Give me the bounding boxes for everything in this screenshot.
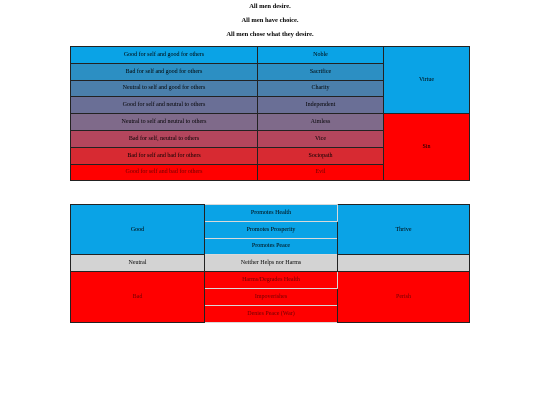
group-virtue: Virtue: [384, 47, 470, 114]
row-label: Independent: [258, 97, 384, 114]
table-row: [71, 255, 470, 272]
outcome-perish: Perish: [338, 272, 470, 322]
row-label: Charity: [258, 80, 384, 97]
outcome-neutral: [338, 255, 470, 272]
row-label: Sociopath: [258, 147, 384, 164]
row-description: Neutral to self and good for others: [71, 80, 258, 97]
row-description: Good for self and bad for others: [71, 164, 258, 181]
row-description: Bad for self, neutral to others: [71, 130, 258, 147]
category-good: Good: [71, 205, 205, 255]
row-description: Bad for self and good for others: [71, 63, 258, 80]
row-label: Sacrifice: [258, 63, 384, 80]
heading-desire: All men desire.: [249, 3, 291, 10]
row-description: Good for self and neutral to others: [71, 97, 258, 114]
effect-cell: Neither Helps nor Harms: [205, 255, 338, 272]
row-label: Aimless: [258, 114, 384, 131]
outcome-thrive: Thrive: [338, 205, 470, 255]
row-description: Good for self and good for others: [71, 47, 258, 64]
outcome-table: [70, 204, 470, 323]
table-row: [71, 205, 470, 222]
row-label: Vice: [258, 130, 384, 147]
effect-cell: Denies Peace (War): [205, 305, 338, 322]
category-bad: Bad: [71, 272, 205, 322]
effect-cell: Impoverishes: [205, 288, 338, 305]
effect-cell: Harms/Degrades Health: [205, 272, 338, 289]
row-label: Noble: [258, 47, 384, 64]
heading-choice: All men have choice.: [241, 17, 299, 24]
row-label: Evil: [258, 164, 384, 181]
row-description: Bad for self and bad for others: [71, 147, 258, 164]
group-sin: Sin: [384, 114, 470, 181]
effect-cell: Promotes Prosperity: [205, 221, 338, 238]
table-row: [71, 47, 470, 64]
heading-chose: All men chose what they desire.: [226, 31, 314, 38]
morality-table: [70, 46, 470, 181]
table-row: [71, 114, 470, 131]
table-row: [71, 272, 470, 289]
effect-cell: Promotes Health: [205, 205, 338, 222]
effect-cell: Promotes Peace: [205, 238, 338, 255]
row-description: Neutral to self and neutral to others: [71, 114, 258, 131]
category-neutral: Neutral: [71, 255, 205, 272]
